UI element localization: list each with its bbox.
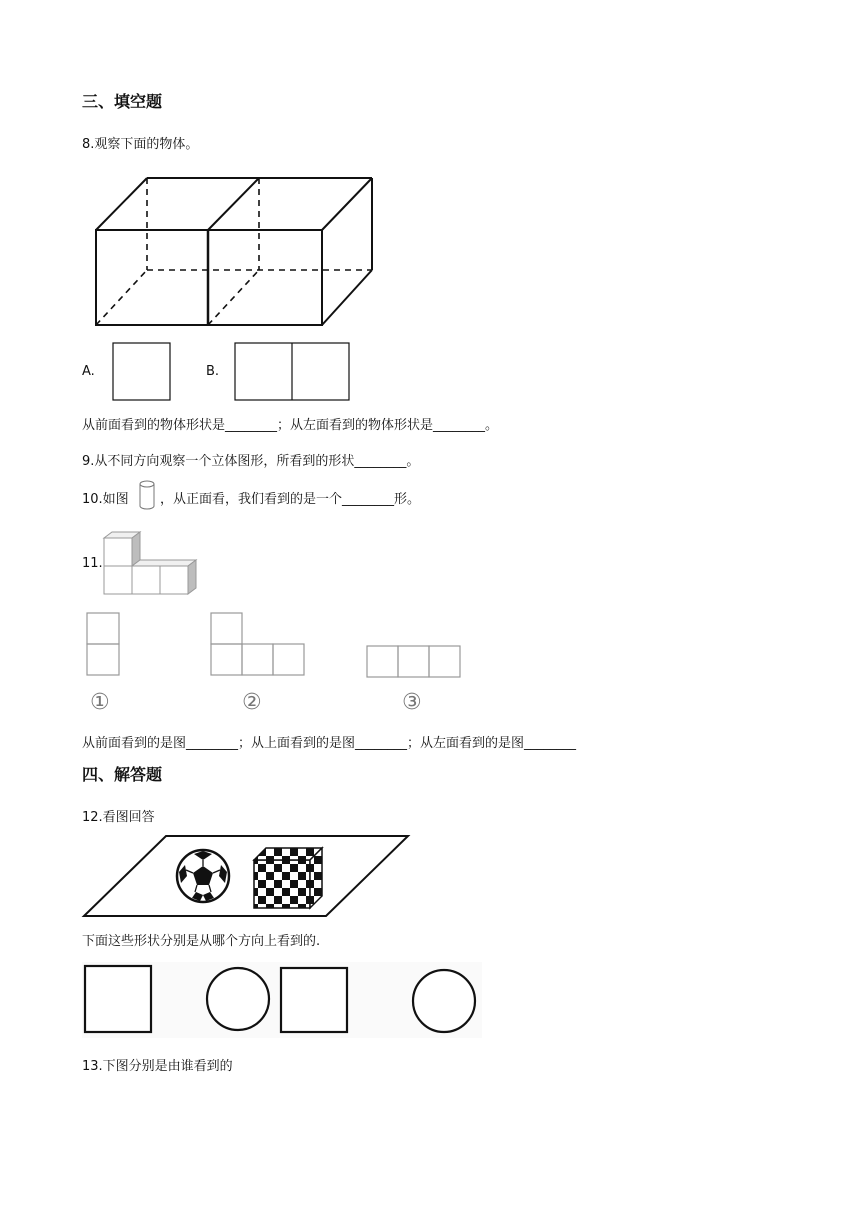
- stacked-cubes-figure: [100, 530, 210, 602]
- figure-label-2: ②: [242, 690, 262, 715]
- view-figure-2: [210, 612, 306, 678]
- q11-number: 11.: [82, 556, 103, 571]
- q12-shape-options: [82, 962, 482, 1038]
- section-heading-answer: 四、解答题: [82, 765, 163, 784]
- option-a-square: [112, 342, 172, 402]
- q10-suffix: ，从正面看，我们看到的是一个________形。: [160, 492, 421, 507]
- option-b-double-square: [234, 342, 352, 402]
- q10-prefix: 10.如图: [82, 492, 129, 507]
- view-figure-3: [366, 645, 462, 679]
- soccer-ball-icon: [177, 850, 229, 902]
- q11-answer-line: 从前面看到的是图________；从上面看到的是图________；从左面看到的是图________: [82, 736, 577, 751]
- cylinder-icon: [137, 480, 157, 512]
- figure-label-1: ①: [90, 690, 110, 715]
- q13-prompt: 13.下图分别是由谁看到的: [82, 1059, 233, 1074]
- figure-label-3: ③: [402, 690, 422, 715]
- q8-prompt: 8.观察下面的物体。: [82, 137, 199, 152]
- section-heading-fill-in: 三、填空题: [82, 92, 163, 111]
- ball-and-cube-figure: [82, 832, 412, 922]
- option-b-label: B.: [206, 364, 220, 379]
- q9-text: 9.从不同方向观察一个立体图形，所看到的形状________。: [82, 454, 420, 469]
- q12-sub-prompt: 下面这些形状分别是从哪个方向上看到的.: [82, 934, 321, 949]
- option-a-label: A.: [82, 364, 95, 379]
- q8-answer-line: 从前面看到的物体形状是________；从左面看到的物体形状是________。: [82, 418, 499, 433]
- q12-prompt: 12.看图回答: [82, 810, 155, 825]
- view-figure-1: [86, 612, 122, 678]
- checkered-cube-icon: [254, 848, 322, 908]
